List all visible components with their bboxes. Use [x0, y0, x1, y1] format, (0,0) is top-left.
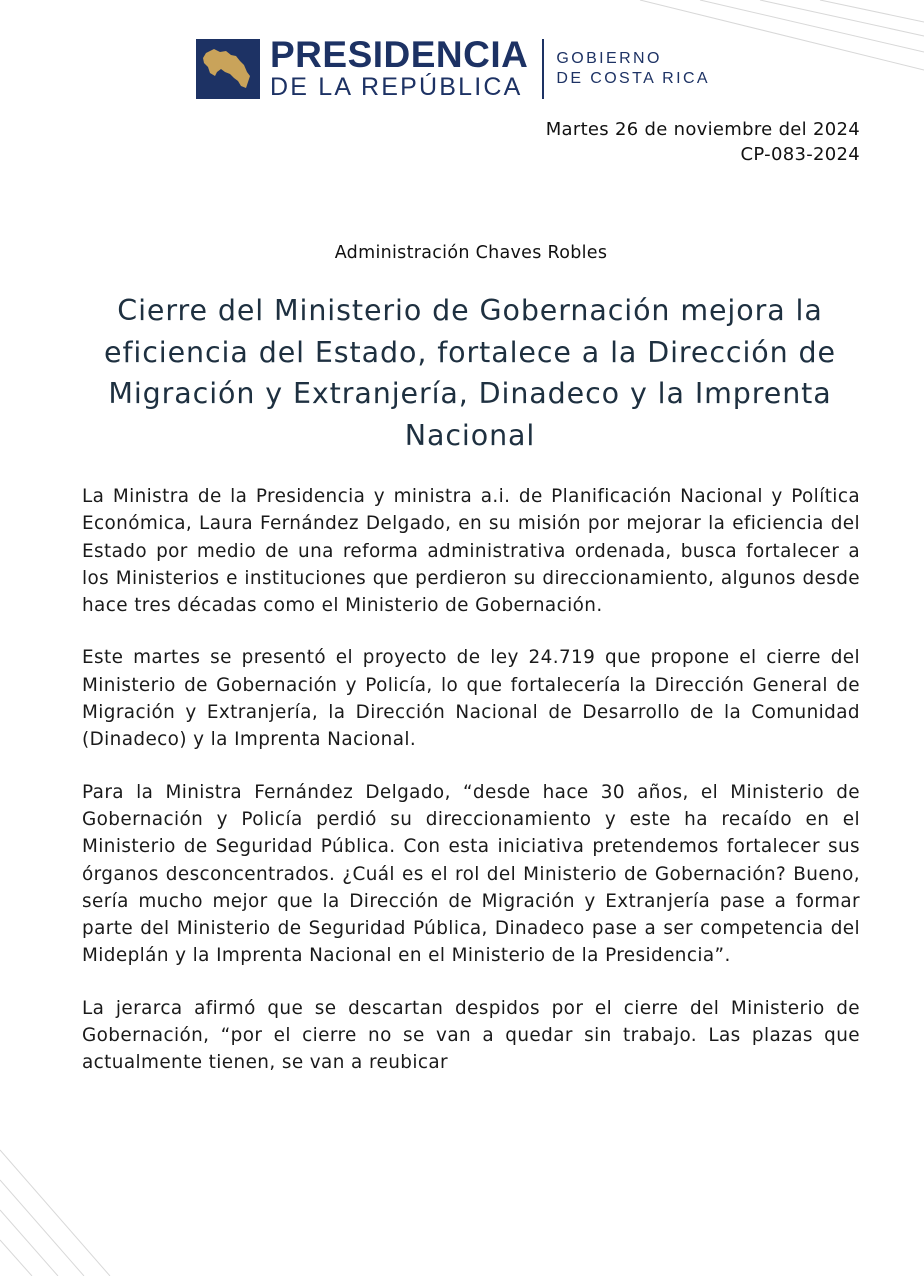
paragraph: La Ministra de la Presidencia y ministra a.i. de Planificación Nacional y Política Económica, Laura Fernández Delgado, en su misión por mejorar la eficiencia del Estado por medio de una reforma administrativa ordenada, busca fortalecer a los Ministerios e instituciones que perdieron su direccionamiento, algunos desde hace tres décadas como el Ministerio de Gobernación.: [82, 486, 860, 617]
gov-line-2: DE COSTA RICA: [556, 70, 710, 87]
paragraph: La jerarca afirmó que se descartan despidos por el cierre del Ministerio de Gobernación, “por el cierre no se van a quedar sin trabajo. Las plazas que actualmente tienen, se van a reubicar: [82, 997, 860, 1074]
gov-line-1: GOBIERNO: [556, 50, 662, 67]
document-date: Martes 26 de noviembre del 2024: [545, 119, 860, 140]
brand: [270, 33, 529, 101]
header: [196, 33, 710, 101]
press-release-body: [82, 483, 860, 1102]
brand-subtitle: DE LA REPÚBLICA: [270, 72, 523, 101]
document-code: CP-083-2024: [740, 144, 860, 165]
logo: [196, 39, 260, 99]
costa-rica-map-icon: [200, 45, 256, 93]
paragraph: Para la Ministra Fernández Delgado, “desde hace 30 años, el Ministerio de Gobernación y Policía perdió su direccionamiento y este ha recaído en el Ministerio de Seguridad Pública. Con esta iniciativa pretendemos fortalecer sus órganos desconcentrados. ¿Cuál es el rol del Ministerio de Gobernación? Bueno, sería mucho mejor que la Dirección de Migración y Extranjería pase a formar parte del Ministerio de Seguridad Pública, Dinadeco pase a ser competencia del Mideplán y la Imprenta Nacional en el Ministerio de la Presidencia”.: [82, 781, 860, 967]
government-label: [556, 49, 710, 89]
administration-label: Administración Chaves Robles: [334, 243, 608, 263]
press-release-title: Cierre del Ministerio de Gobernación mejora la eficiencia del Estado, fortalece a la Dirección de Migración y Extranjería, Dinadeco y la Imprenta Nacional: [104, 294, 836, 452]
document-meta: [546, 117, 860, 167]
paragraph: Este martes se presentó el proyecto de ley 24.719 que propone el cierre del Ministerio de Gobernación y Policía, lo que fortalecería la Dirección General de Migración y Extranjería, la Dirección Nacional de Desarrollo de la Comunidad (Dinadeco) y la Imprenta Nacional.: [82, 647, 860, 751]
brand-title: PRESIDENCIA: [270, 33, 529, 75]
header-divider: [542, 39, 544, 99]
